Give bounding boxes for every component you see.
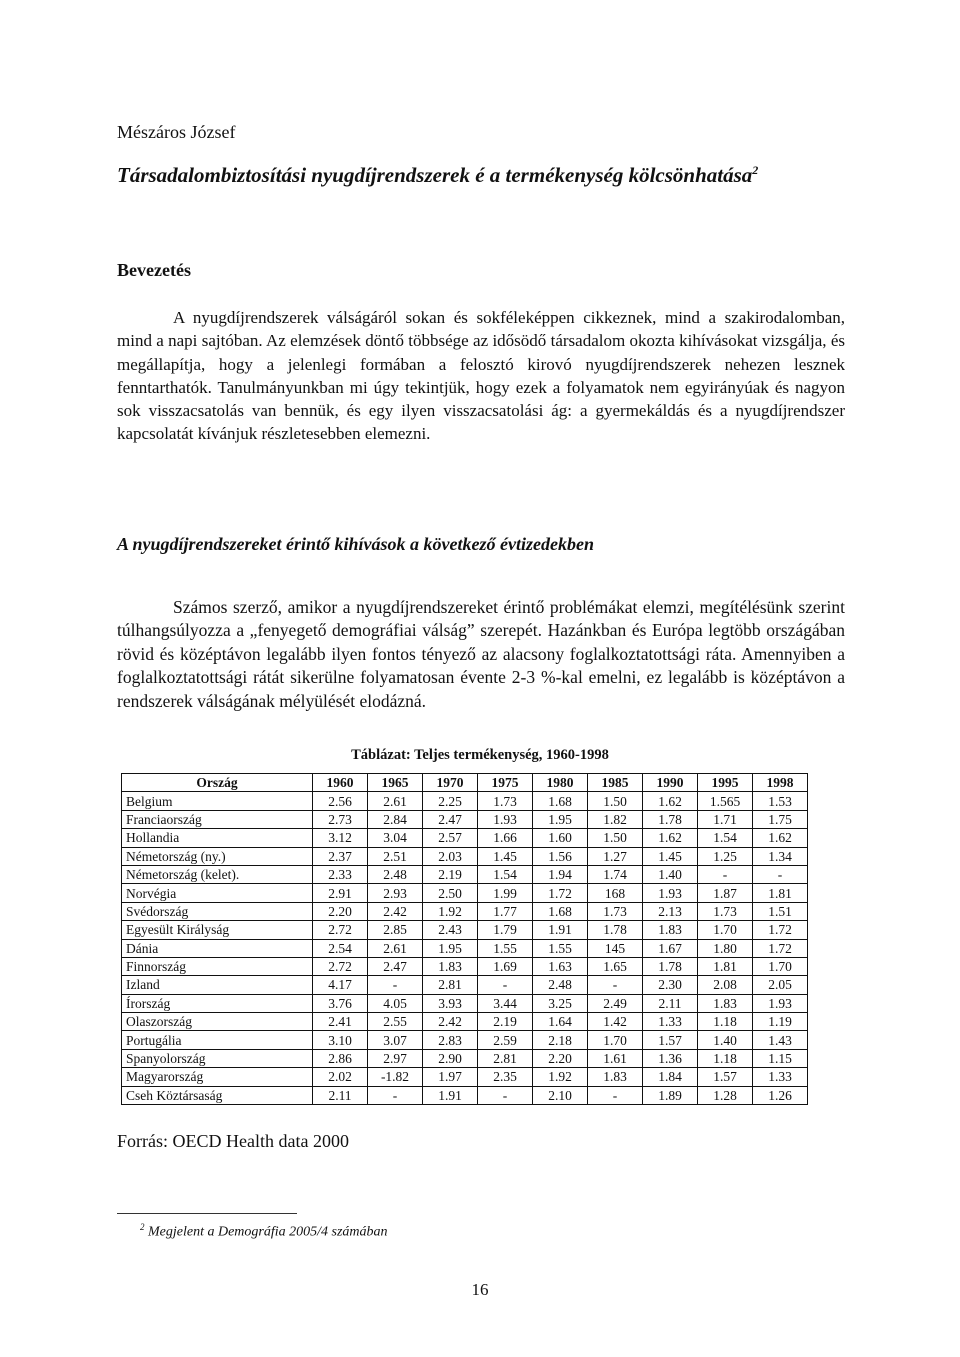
value-cell: 1.27 (588, 847, 643, 865)
table-source: Forrás: OECD Health data 2000 (117, 1131, 349, 1151)
value-cell: 1.62 (643, 792, 698, 810)
value-cell: 1.73 (478, 792, 533, 810)
value-cell: 1.83 (698, 994, 753, 1012)
value-cell: 2.13 (643, 902, 698, 920)
country-cell: Franciaország (122, 810, 313, 828)
table-row (122, 884, 808, 902)
footnote (140, 1222, 388, 1241)
value-cell: 2.42 (423, 1013, 478, 1031)
table-row (122, 921, 808, 939)
value-cell: 1.87 (698, 884, 753, 902)
value-cell: 3.07 (368, 1031, 423, 1049)
value-cell: 1.82 (588, 810, 643, 828)
value-cell: 2.03 (423, 847, 478, 865)
value-cell: 2.51 (368, 847, 423, 865)
footnote-divider (117, 1213, 297, 1214)
table-caption: Táblázat: Teljes termékenység, 1960-1998 (351, 747, 609, 763)
value-cell: 1.92 (423, 902, 478, 920)
value-cell: 2.55 (368, 1013, 423, 1031)
value-cell: 1.34 (753, 847, 808, 865)
table-row (122, 1049, 808, 1067)
value-cell: 1.70 (753, 957, 808, 975)
value-cell: 1.71 (698, 810, 753, 828)
value-cell: 1.78 (588, 921, 643, 939)
value-cell: 2.30 (643, 976, 698, 994)
country-cell: Németország (kelet). (122, 865, 313, 883)
title-footnote-mark[interactable]: 2 (752, 163, 759, 177)
table-row (122, 865, 808, 883)
value-cell: 2.56 (313, 792, 368, 810)
country-cell: Hollandia (122, 829, 313, 847)
value-cell: 2.48 (533, 976, 588, 994)
value-cell: 1.75 (753, 810, 808, 828)
footnote-text: Megjelent a Demográfia 2005/4 számában (148, 1224, 388, 1240)
value-cell: 1.94 (533, 865, 588, 883)
value-cell: 1.83 (588, 1068, 643, 1086)
value-cell: 3.44 (478, 994, 533, 1012)
value-cell: 2.05 (753, 976, 808, 994)
value-cell: 1.36 (643, 1049, 698, 1067)
value-cell: 1.68 (533, 902, 588, 920)
value-cell: 2.57 (423, 829, 478, 847)
value-cell: 3.76 (313, 994, 368, 1012)
value-cell: 2.11 (643, 994, 698, 1012)
value-cell: - (368, 1086, 423, 1104)
value-cell: 2.02 (313, 1068, 368, 1086)
value-cell: 1.65 (588, 957, 643, 975)
value-cell: 1.61 (588, 1049, 643, 1067)
value-cell: 1.69 (478, 957, 533, 975)
value-cell: 2.20 (313, 902, 368, 920)
value-cell: 2.41 (313, 1013, 368, 1031)
table-row (122, 1013, 808, 1031)
challenges-paragraph-text: Számos szerző, amikor a nyugdíjrendszereket érintő problémákat elemzi, megítélésünk szerint túlhangsúlyozza a „fenyegető demográfiai válság” szerepét. Hazánkban és Európa legtöbb országában rövid és középtávon legalább ilyen fontos tényező az alacsony foglalkoztatottsági ráta. Amennyiben a foglalkoztatottsági rátát sikerülne folyamatosan évente 2-3 %-kal emelni, ez legalább is középtávon a rendszerek válságának mélyülését elodázná. (117, 597, 845, 711)
value-cell: 1.93 (753, 994, 808, 1012)
value-cell: 2.73 (313, 810, 368, 828)
value-cell: -1.82 (368, 1068, 423, 1086)
value-cell: 1.83 (643, 921, 698, 939)
value-cell: 1.72 (753, 921, 808, 939)
value-cell: 1.15 (753, 1049, 808, 1067)
page-number: 16 (471, 1280, 489, 1299)
country-cell: Belgium (122, 792, 313, 810)
value-cell: 1.72 (533, 884, 588, 902)
value-cell: 1.78 (643, 957, 698, 975)
value-cell: 1.77 (478, 902, 533, 920)
value-cell: 2.08 (698, 976, 753, 994)
value-cell: 1.57 (643, 1031, 698, 1049)
fertility-table (121, 773, 808, 1105)
header-year: 1965 (368, 774, 423, 792)
value-cell: - (478, 1086, 533, 1104)
value-cell: 3.10 (313, 1031, 368, 1049)
country-cell: Olaszország (122, 1013, 313, 1031)
country-cell: Izland (122, 976, 313, 994)
country-cell: Magyarország (122, 1068, 313, 1086)
value-cell: 1.91 (423, 1086, 478, 1104)
value-cell: 2.47 (368, 957, 423, 975)
value-cell: 2.11 (313, 1086, 368, 1104)
country-cell: Írország (122, 994, 313, 1012)
country-cell: Egyesült Királyság (122, 921, 313, 939)
author-name: Mészáros József (117, 122, 236, 142)
value-cell: 168 (588, 884, 643, 902)
value-cell: 2.25 (423, 792, 478, 810)
country-cell: Dánia (122, 939, 313, 957)
value-cell: 1.45 (643, 847, 698, 865)
value-cell: - (753, 865, 808, 883)
value-cell: 3.12 (313, 829, 368, 847)
value-cell: 2.54 (313, 939, 368, 957)
value-cell: 4.17 (313, 976, 368, 994)
value-cell: - (588, 1086, 643, 1104)
table-row (122, 1068, 808, 1086)
header-country: Ország (122, 774, 313, 792)
value-cell: - (588, 976, 643, 994)
value-cell: 2.47 (423, 810, 478, 828)
value-cell: 1.25 (698, 847, 753, 865)
header-year: 1975 (478, 774, 533, 792)
table-row (122, 957, 808, 975)
value-cell: 1.55 (533, 939, 588, 957)
country-cell: Svédország (122, 902, 313, 920)
header-year: 1985 (588, 774, 643, 792)
table-row (122, 1086, 808, 1104)
value-cell: 1.64 (533, 1013, 588, 1031)
value-cell: 2.49 (588, 994, 643, 1012)
value-cell: 1.73 (698, 902, 753, 920)
value-cell: 2.10 (533, 1086, 588, 1104)
table-row (122, 902, 808, 920)
value-cell: 1.99 (478, 884, 533, 902)
value-cell: 2.61 (368, 792, 423, 810)
section-heading-intro: Bevezetés (117, 260, 191, 280)
table-row (122, 792, 808, 810)
value-cell: 1.93 (643, 884, 698, 902)
value-cell: 1.67 (643, 939, 698, 957)
value-cell: 145 (588, 939, 643, 957)
value-cell: 2.90 (423, 1049, 478, 1067)
country-cell: Spanyolország (122, 1049, 313, 1067)
table-header-row (122, 774, 808, 792)
value-cell: 2.33 (313, 865, 368, 883)
value-cell: 1.56 (533, 847, 588, 865)
value-cell: 1.62 (753, 829, 808, 847)
value-cell: 1.97 (423, 1068, 478, 1086)
table-row (122, 1031, 808, 1049)
value-cell: 1.72 (753, 939, 808, 957)
value-cell: 1.33 (753, 1068, 808, 1086)
value-cell: 1.51 (753, 902, 808, 920)
value-cell: 2.86 (313, 1049, 368, 1067)
value-cell: 1.60 (533, 829, 588, 847)
value-cell: 1.81 (698, 957, 753, 975)
value-cell: 1.68 (533, 792, 588, 810)
value-cell: 2.20 (533, 1049, 588, 1067)
value-cell: - (478, 976, 533, 994)
value-cell: 2.37 (313, 847, 368, 865)
title-text: Társadalombiztosítási nyugdíjrendszerek é a termékenység kölcsönhatása (117, 163, 753, 187)
header-year: 1995 (698, 774, 753, 792)
country-cell: Finnország (122, 957, 313, 975)
value-cell: 1.66 (478, 829, 533, 847)
value-cell: 2.93 (368, 884, 423, 902)
value-cell: 2.59 (478, 1031, 533, 1049)
challenges-paragraph (117, 596, 845, 713)
value-cell: 1.70 (698, 921, 753, 939)
value-cell: 2.85 (368, 921, 423, 939)
value-cell: 1.80 (698, 939, 753, 957)
value-cell: 2.35 (478, 1068, 533, 1086)
header-year: 1998 (753, 774, 808, 792)
value-cell: 1.55 (478, 939, 533, 957)
value-cell: 4.05 (368, 994, 423, 1012)
country-cell: Portugália (122, 1031, 313, 1049)
value-cell: 1.63 (533, 957, 588, 975)
value-cell: 1.53 (753, 792, 808, 810)
table-row (122, 847, 808, 865)
value-cell: 1.33 (643, 1013, 698, 1031)
value-cell: 2.42 (368, 902, 423, 920)
value-cell: 2.97 (368, 1049, 423, 1067)
value-cell: 2.19 (478, 1013, 533, 1031)
value-cell: 1.565 (698, 792, 753, 810)
header-year: 1990 (643, 774, 698, 792)
value-cell: 1.45 (478, 847, 533, 865)
header-year: 1970 (423, 774, 478, 792)
value-cell: 2.50 (423, 884, 478, 902)
intro-paragraph (117, 306, 845, 446)
value-cell: 2.72 (313, 921, 368, 939)
country-cell: Németország (ny.) (122, 847, 313, 865)
value-cell: 1.83 (423, 957, 478, 975)
value-cell: 1.95 (423, 939, 478, 957)
value-cell: 1.19 (753, 1013, 808, 1031)
value-cell: 2.48 (368, 865, 423, 883)
table-row (122, 829, 808, 847)
header-year: 1960 (313, 774, 368, 792)
value-cell: 1.62 (643, 829, 698, 847)
value-cell: 1.79 (478, 921, 533, 939)
value-cell: 1.54 (698, 829, 753, 847)
value-cell: 1.28 (698, 1086, 753, 1104)
value-cell: 1.92 (533, 1068, 588, 1086)
table-row (122, 976, 808, 994)
value-cell: 2.18 (533, 1031, 588, 1049)
header-year: 1980 (533, 774, 588, 792)
value-cell: 3.25 (533, 994, 588, 1012)
value-cell: 1.26 (753, 1086, 808, 1104)
document-title (117, 163, 758, 188)
value-cell: 2.61 (368, 939, 423, 957)
footnote-mark: 2 (140, 1222, 145, 1232)
value-cell: 1.93 (478, 810, 533, 828)
table-row (122, 939, 808, 957)
value-cell: 1.73 (588, 902, 643, 920)
section-heading-challenges: A nyugdíjrendszereket érintő kihívások a következő évtizedekben (117, 534, 594, 554)
value-cell: 1.54 (478, 865, 533, 883)
value-cell: 2.91 (313, 884, 368, 902)
value-cell: 1.42 (588, 1013, 643, 1031)
value-cell: - (368, 976, 423, 994)
value-cell: 3.04 (368, 829, 423, 847)
value-cell: 1.91 (533, 921, 588, 939)
value-cell: 2.81 (423, 976, 478, 994)
value-cell: 2.81 (478, 1049, 533, 1067)
value-cell: 2.84 (368, 810, 423, 828)
value-cell: 2.43 (423, 921, 478, 939)
table-row (122, 994, 808, 1012)
value-cell: 2.72 (313, 957, 368, 975)
value-cell: 1.40 (643, 865, 698, 883)
value-cell: 1.50 (588, 829, 643, 847)
country-cell: Cseh Köztársaság (122, 1086, 313, 1104)
value-cell: 1.84 (643, 1068, 698, 1086)
value-cell: 1.18 (698, 1013, 753, 1031)
value-cell: 1.89 (643, 1086, 698, 1104)
value-cell: 1.70 (588, 1031, 643, 1049)
value-cell: 1.57 (698, 1068, 753, 1086)
table-body (122, 792, 808, 1105)
value-cell: 2.19 (423, 865, 478, 883)
value-cell: 1.74 (588, 865, 643, 883)
table-row (122, 810, 808, 828)
value-cell: - (698, 865, 753, 883)
value-cell: 2.83 (423, 1031, 478, 1049)
country-cell: Norvégia (122, 884, 313, 902)
value-cell: 1.81 (753, 884, 808, 902)
value-cell: 1.50 (588, 792, 643, 810)
value-cell: 1.43 (753, 1031, 808, 1049)
intro-paragraph-text: A nyugdíjrendszerek válságáról sokan és sokféleképpen cikkeznek, mind a szakirodalomban, mind a napi sajtóban. Az elemzések döntő többsége az idősödő társadalom okozta kihívásokat vizsgálja, és megállapítja, hogy a jelenlegi formában a felosztó kirovó nyugdíjrendszerek nehezen lesznek fenntarthatók. Tanulmányunkban mi úgy tekintjük, hogy ezek a folyamatok nem egyirányúak és nagyon sok visszacsatolás van bennük, és egy ilyen visszacsatolási ág: a gyermekáldás és a nyugdíjrendszer kapcsolatát kívánjuk részletesebben elemezni. (117, 308, 845, 444)
value-cell: 1.40 (698, 1031, 753, 1049)
value-cell: 1.95 (533, 810, 588, 828)
value-cell: 1.78 (643, 810, 698, 828)
value-cell: 1.18 (698, 1049, 753, 1067)
value-cell: 3.93 (423, 994, 478, 1012)
